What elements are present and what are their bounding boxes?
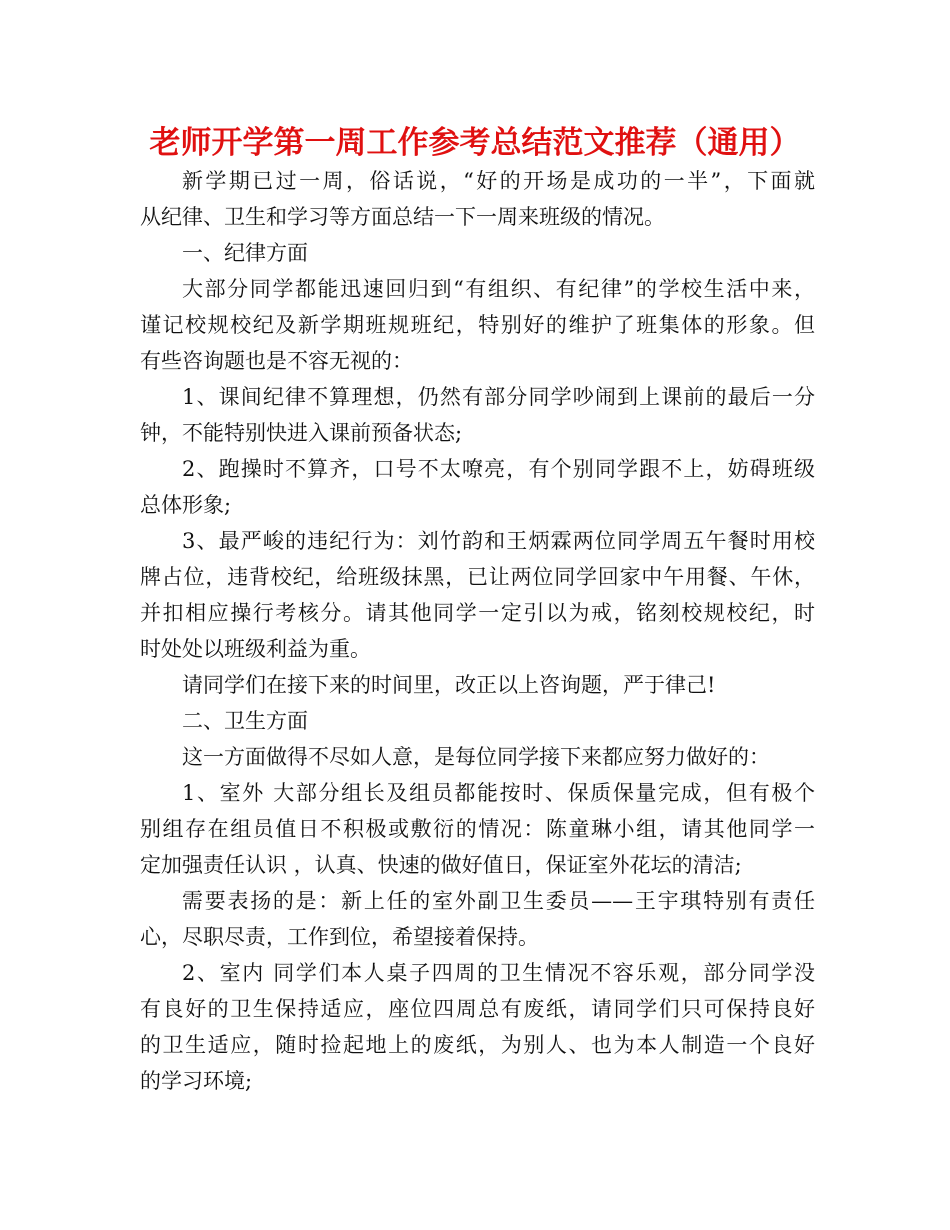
paragraph-line: 请同学们在接下来的时间里，改正以上咨询题，严于律己! [182, 673, 716, 697]
paragraph-line: 新学期已过一周，俗话说，“好的开场是成功的一半”，下面就 [182, 169, 815, 193]
paragraph-line: 这一方面做得不尽如人意，是每位同学接下来都应努力做好的： [182, 745, 770, 769]
list-item-line: 总体形象; [140, 493, 232, 517]
list-item-line: 时处处以班级利益为重。 [140, 637, 371, 661]
section-heading: 一、纪律方面 [182, 241, 308, 265]
list-item-line: 钟，不能特别快进入课前预备状态; [140, 421, 463, 445]
list-item-line: 1、课间纪律不算理想，仍然有部分同学吵闹到上课前的最后一分 [182, 385, 815, 409]
section-heading: 二、卫生方面 [182, 709, 308, 733]
list-item-line: 定加强责任认识 ，认真、快速的做好值日，保证室外花坛的清洁; [140, 853, 742, 877]
list-item-line: 1、室外 大部分组长及组员都能按时、保质保量完成，但有极个 [182, 781, 815, 805]
list-item-line: 2、室内 同学们本人桌子四周的卫生情况不容乐观，部分同学没 [182, 961, 815, 985]
document-title: 老师开学第一周工作参考总结范文推荐（通用） [149, 125, 801, 161]
paragraph-line: 大部分同学都能迅速回归到“有组织、有纪律”的学校生活中来， [182, 277, 815, 301]
paragraph-line: 谨记校规校纪及新学期班规班纪，特别好的维护了班集体的形象。但 [140, 313, 815, 337]
paragraph-line: 心，尽职尽责，工作到位，希望接着保持。 [140, 925, 539, 949]
paragraph-line: 需要表扬的是：新上任的室外副卫生委员——王宇琪特别有责任 [182, 889, 815, 913]
paragraph-line: 从纪律、卫生和学习等方面总结一下一周来班级的情况。 [140, 205, 665, 229]
list-item-line: 牌占位，违背校纪，给班级抹黑，已让两位同学回家中午用餐、午休， [140, 565, 815, 589]
list-item-line: 并扣相应操行考核分。请其他同学一定引以为戒，铭刻校规校纪，时 [140, 601, 815, 625]
list-item-line: 的卫生适应，随时捡起地上的废纸，为别人、也为本人制造一个良好 [140, 1033, 815, 1057]
paragraph-line: 有些咨询题也是不容无视的： [140, 349, 413, 373]
list-item-line: 3、最严峻的违纪行为：刘竹韵和王炳霖两位同学周五午餐时用校 [182, 529, 815, 553]
list-item-line: 2、跑操时不算齐，口号不太嘹亮，有个别同学跟不上，妨碍班级 [182, 457, 815, 481]
list-item-line: 的学习环境; [140, 1069, 253, 1093]
list-item-line: 有良好的卫生保持适应，座位四周总有废纸，请同学们只可保持良好 [140, 997, 815, 1021]
list-item-line: 别组存在组员值日不积极或敷衍的情况：陈童琳小组，请其他同学一 [140, 817, 815, 841]
document-body [140, 163, 815, 1099]
